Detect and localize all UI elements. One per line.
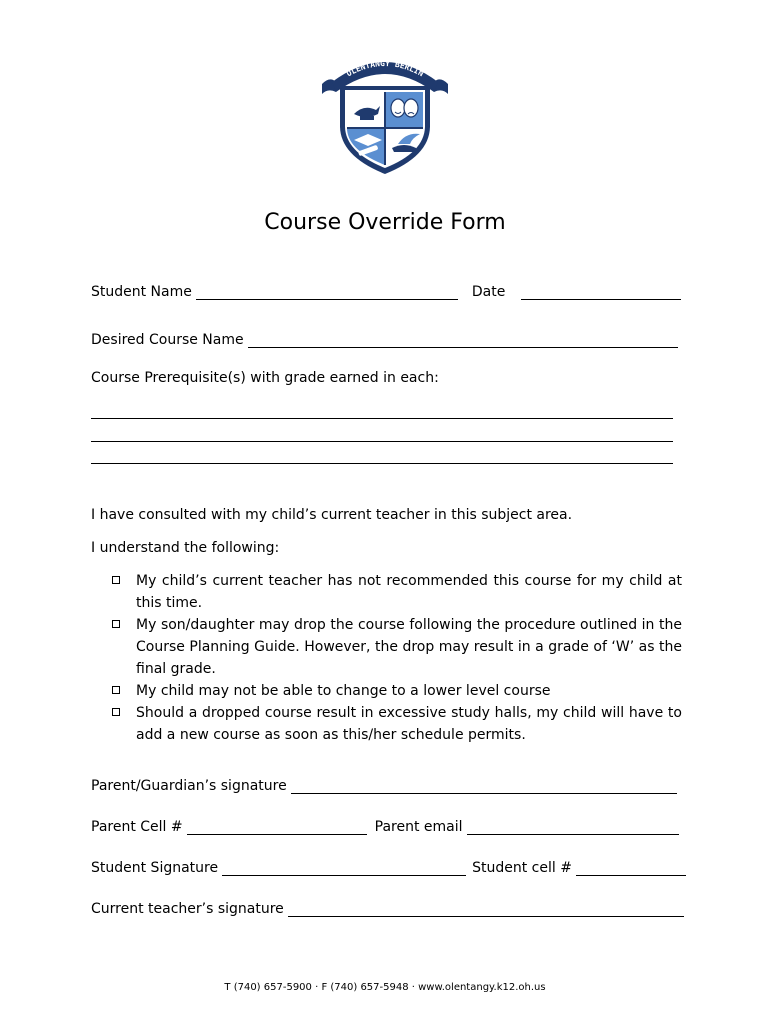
school-crest-logo	[316, 48, 454, 176]
student-signature-field[interactable]	[222, 861, 466, 876]
consulted-statement: I have consulted with my child’s current teacher in this subject area.	[91, 507, 573, 523]
parent-cell-label: Parent Cell #	[91, 819, 183, 835]
student-cell-label: Student cell #	[472, 860, 572, 876]
square-bullet-icon	[112, 576, 120, 584]
square-bullet-icon	[112, 686, 120, 694]
parent-email-field[interactable]	[467, 820, 679, 835]
student-signature-row	[91, 860, 686, 876]
list-item: My son/daughter may drop the course following the procedure outlined in the Course Planning Guide. However, the drop may result in a grade of ‘W’ as the final grade.	[112, 614, 682, 680]
parent-signature-label: Parent/Guardian’s signature	[91, 778, 287, 794]
crest-est-text: EST. 2018	[372, 78, 398, 84]
list-item: My child’s current teacher has not recommended this course for my child at this time.	[112, 570, 682, 614]
acknowledgement-list	[112, 570, 682, 746]
list-item: My child may not be able to change to a lower level course	[112, 680, 682, 702]
list-item: Should a dropped course result in excessive study halls, my child will have to add a new course as soon as this/her schedule permits.	[112, 702, 682, 746]
parent-contact-row	[91, 819, 679, 835]
student-name-row	[91, 284, 681, 300]
parent-cell-field[interactable]	[187, 820, 367, 835]
parent-email-label: Parent email	[374, 819, 463, 835]
student-cell-field[interactable]	[576, 861, 686, 876]
desired-course-field[interactable]	[248, 333, 678, 348]
prereq-line-1[interactable]	[91, 418, 673, 419]
date-label: Date	[471, 284, 506, 300]
form-title: Course Override Form	[264, 210, 506, 235]
parent-signature-row	[91, 778, 677, 794]
footer-contact: T (740) 657-5900 · F (740) 657-5948 · www.olentangy.k12.oh.us	[224, 982, 546, 993]
prereq-line-3[interactable]	[91, 463, 673, 464]
teacher-signature-field[interactable]	[288, 902, 684, 917]
student-name-field[interactable]	[196, 285, 458, 300]
teacher-signature-label: Current teacher’s signature	[91, 901, 284, 917]
prereq-label: Course Prerequisite(s) with grade earned in each:	[91, 370, 439, 386]
crest-banner-text: OLENTANGY BERLIN	[344, 58, 426, 79]
understand-statement: I understand the following:	[91, 540, 280, 556]
student-signature-label: Student Signature	[91, 860, 219, 876]
student-name-label: Student Name	[91, 284, 192, 300]
prereq-line-2[interactable]	[91, 441, 673, 442]
teacher-signature-row	[91, 901, 684, 917]
desired-course-row	[91, 332, 678, 348]
square-bullet-icon	[112, 620, 120, 628]
parent-signature-field[interactable]	[291, 779, 677, 794]
date-field[interactable]	[521, 285, 681, 300]
desired-course-label: Desired Course Name	[91, 332, 244, 348]
square-bullet-icon	[112, 708, 120, 716]
